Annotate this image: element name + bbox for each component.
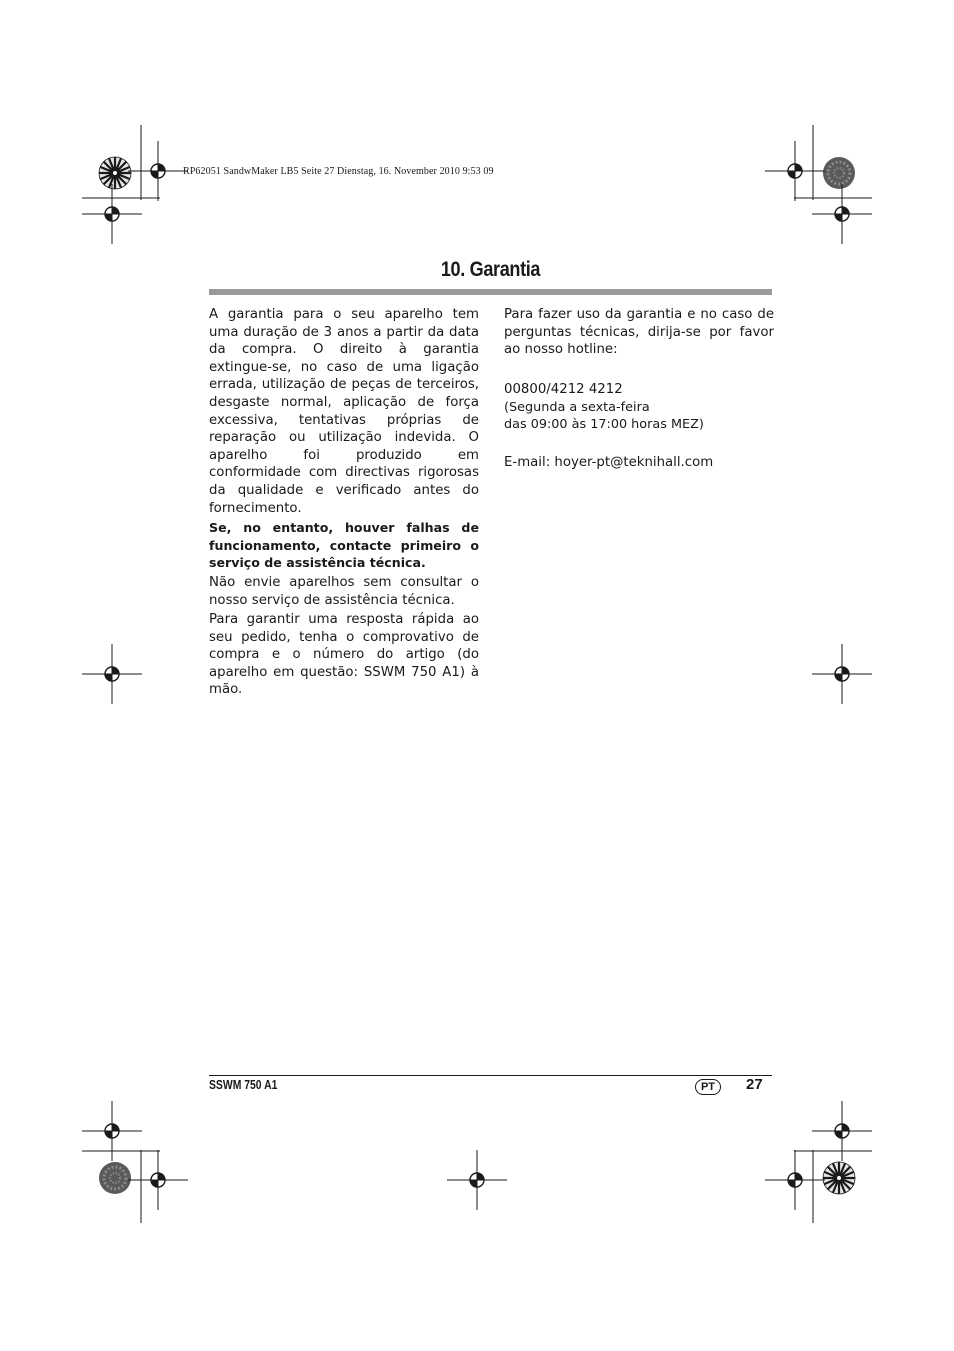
hotline-hours-line1: (Segunda a sexta-feira: [504, 400, 650, 416]
hotline-phone: 00800/4212 4212: [504, 381, 623, 397]
warranty-paragraph: A garantia para o seu aparelho tem uma duração de 3 anos a partir da data da compra. O direito à garantia extingue-se, no caso de uma ligação errada, utilização de peças de terceiros, desgaste normal, aplicação de força excessiva, tentativas próprias de reparação ou utilização indevida. O aparelho foi produzido em conformidade com directivas rigorosas da qualidade e verificado antes do fornecimento.: [209, 307, 479, 516]
left-column: [209, 306, 479, 701]
print-slug-header: RP62051 SandwMaker LB5 Seite 27 Dienstag, 16. November 2010 9:53 09: [183, 166, 494, 177]
right-column: [504, 306, 774, 474]
support-email: E-mail: hoyer-pt@teknihall.com: [504, 454, 714, 470]
footer-divider: [209, 1075, 772, 1076]
title-underline-bar: [209, 289, 772, 295]
do-not-send-paragraph: Não envie aparelhos sem consultar o nosso serviço de assistência técnica.: [209, 574, 479, 608]
hotline-intro: Para fazer uso da garantia e no caso de perguntas técnicas, dirija-se por favor ao nosso hotline:: [504, 307, 774, 358]
footer-model-number: SSWM 750 A1: [209, 1077, 278, 1092]
page-title: 10. Garantia: [440, 258, 541, 281]
language-badge: PT: [695, 1079, 721, 1095]
malfunction-notice: Se, no entanto, houver falhas de funcionamento, contacte primeiro o serviço de assistência técnica.: [209, 520, 479, 571]
page-number: 27: [746, 1076, 763, 1093]
quick-response-paragraph: Para garantir uma resposta rápida ao seu pedido, tenha o comprovativo de compra e o número do artigo (do aparelho em questão: SSWM 750 A1) à mão.: [209, 612, 479, 698]
hotline-hours-line2: das 09:00 às 17:00 horas MEZ): [504, 417, 704, 433]
